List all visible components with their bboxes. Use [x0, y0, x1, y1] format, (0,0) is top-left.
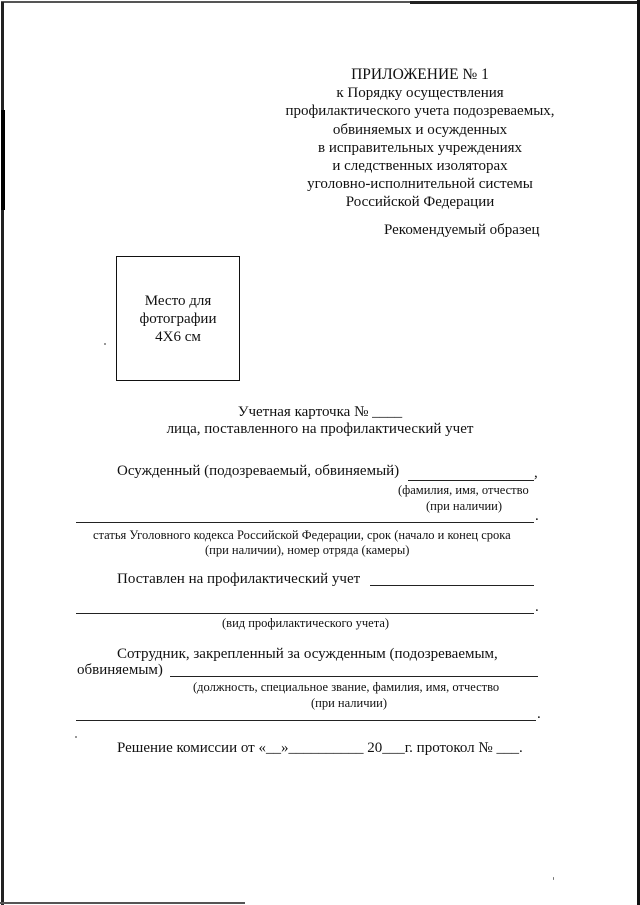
card-subtitle: лица, поставленного на профилактический учет: [166, 421, 474, 437]
registered-period: .: [535, 599, 539, 615]
registered-field[interactable]: [370, 585, 534, 586]
employee-period: .: [537, 706, 541, 722]
employee-label: Сотрудник, закрепленный за осужденным (подозреваемым,: [117, 646, 498, 662]
registered-hint: (вид профилактического учета): [222, 616, 390, 630]
appendix-line: и следственных изоляторах: [332, 158, 508, 175]
scan-edge-left-dark: [1, 110, 5, 210]
scan-speck: [104, 343, 106, 345]
scan-edge-bottom: [0, 902, 245, 904]
employee-label-2: обвиняемым): [77, 662, 163, 678]
appendix-title: ПРИЛОЖЕНИЕ № 1: [351, 66, 489, 83]
convicted-hint: (фамилия, имя, отчество: [398, 483, 529, 497]
photo-box-line: фотографии: [139, 310, 217, 327]
employee-hint-2: (при наличии): [311, 696, 388, 710]
employee-hint: (должность, специальное звание, фамилия, имя, отчество: [193, 680, 500, 694]
photo-box-line: Место для: [144, 292, 212, 309]
convicted-name-field[interactable]: [408, 480, 534, 481]
registered-label: Поставлен на профилактический учет: [117, 571, 361, 587]
appendix-line: уголовно-исполнительной системы: [307, 176, 533, 193]
article-term-field[interactable]: [76, 522, 534, 523]
article-hint: статья Уголовного кодекса Российской Федерации, срок (начало и конец срока: [93, 528, 511, 542]
card-title: Учетная карточка № ____: [237, 404, 403, 420]
scan-speck: [553, 877, 554, 880]
appendix-line: профилактического учета подозреваемых,: [285, 103, 555, 120]
appendix-header: [270, 66, 570, 212]
appendix-line: Российской Федерации: [345, 194, 495, 211]
appendix-line: в исправительных учреждениях: [317, 139, 523, 156]
appendix-line: к Порядку осуществления: [336, 85, 504, 102]
scan-speck: [75, 736, 77, 738]
scan-edge-top-dark: [410, 1, 640, 4]
article-hint-2: (при наличии), номер отряда (камеры): [205, 543, 410, 557]
article-period: .: [535, 508, 539, 524]
employee-continuation-field[interactable]: [76, 720, 536, 721]
employee-field[interactable]: [170, 676, 538, 677]
registration-type-field[interactable]: [76, 613, 534, 614]
convicted-hint-2: (при наличии): [426, 499, 503, 513]
convicted-comma: ,: [534, 465, 538, 481]
convicted-label: Осужденный (подозреваемый, обвиняемый): [117, 463, 400, 479]
sample-label: Рекомендуемый образец: [384, 222, 540, 238]
photo-box-line: 4Х6 см: [155, 328, 201, 345]
commission-decision-line: Решение комиссии от «__»__________ 20___г. протокол № ___.: [117, 740, 523, 756]
appendix-line: обвиняемых и осужденных: [332, 121, 508, 138]
photo-placeholder-box: [116, 256, 240, 381]
